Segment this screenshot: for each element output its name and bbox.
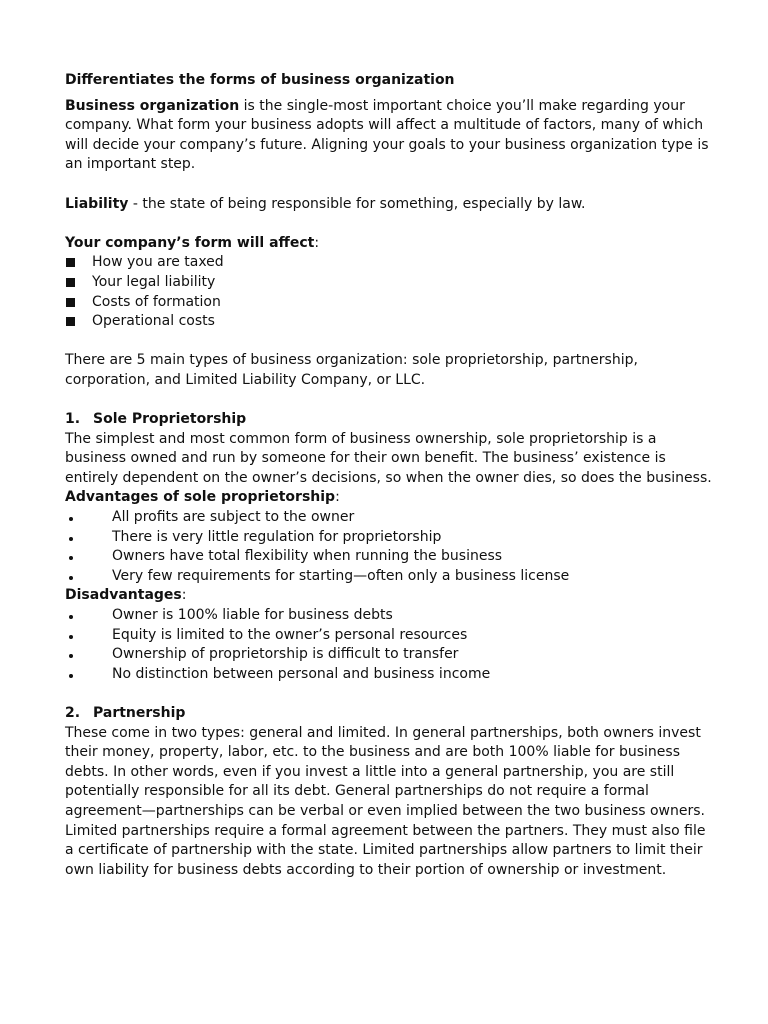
- list-item-text: Equity is limited to the owner’s personal resources: [112, 626, 468, 643]
- intro-text: is the single-most important choice you’ll make regarding your company. What form your business adopts will affect a multitude of factors, many of which will decide your company’s future. Aligning your goals to your business organization type is an important step.: [65, 97, 709, 173]
- types-paragraph: There are 5 main types of business organization: sole proprietorship, partnership, corporation, and Limited Liability Company, or LLC.: [65, 352, 638, 388]
- document-page: [65, 71, 715, 880]
- disadvantages-list: [65, 606, 715, 684]
- list-item-text: Costs of formation: [92, 293, 221, 310]
- disadvantages-colon: :: [181, 587, 187, 604]
- dot-bullet-icon: [69, 635, 73, 639]
- advantages-colon: :: [335, 489, 340, 506]
- affect-colon: :: [314, 234, 320, 251]
- list-item: [65, 253, 715, 273]
- advantages-title: [65, 488, 715, 508]
- affect-list: [65, 253, 715, 331]
- list-item: [65, 645, 715, 665]
- sole-paragraph: The simplest and most common form of business ownership, sole proprietorship is a business owned and run by someone for their own benefit. The business’ existence is entirely dependent on the owner’s decisions, so when the owner dies, so does the business.: [65, 430, 712, 486]
- intro-term: Business organization: [65, 97, 240, 114]
- list-item: [65, 528, 715, 548]
- list-item: [65, 293, 715, 313]
- disadvantages-title-text: Disadvantages: [65, 587, 182, 604]
- list-item-text: Very few requirements for starting—often only a business license: [112, 567, 570, 584]
- section-number: 2.: [65, 705, 81, 721]
- document-heading: Differentiates the forms of business organization: [65, 72, 455, 88]
- section-title-text: Partnership: [93, 705, 186, 721]
- affect-title-text: Your company’s form will affect: [65, 234, 315, 251]
- dot-bullet-icon: [69, 517, 73, 521]
- section-title-text: Sole Proprietorship: [93, 411, 247, 428]
- list-item-text: Your legal liability: [92, 273, 216, 290]
- list-item-text: Owner is 100% liable for business debts: [112, 607, 393, 624]
- affect-title: [65, 234, 715, 254]
- intro-paragraph: [65, 97, 715, 175]
- dot-bullet-icon: [69, 615, 73, 619]
- section-title-partnership: [65, 704, 715, 724]
- list-item: [65, 312, 715, 332]
- dot-bullet-icon: [69, 576, 73, 580]
- list-item-text: Operational costs: [92, 313, 215, 330]
- list-item: [65, 508, 715, 528]
- list-item-text: Ownership of proprietorship is difficult to transfer: [112, 646, 459, 663]
- liability-text: - the state of being responsible for something, especially by law.: [128, 195, 586, 212]
- list-item: [65, 273, 715, 293]
- disadvantages-title: [65, 586, 715, 606]
- list-item: [65, 567, 715, 587]
- section-number: 1.: [65, 411, 81, 428]
- square-bullet-icon: [66, 298, 75, 307]
- section-title-sole-proprietorship: [65, 410, 715, 430]
- advantages-title-text: Advantages of sole proprietorship: [65, 489, 336, 506]
- dot-bullet-icon: [69, 674, 73, 678]
- list-item-text: How you are taxed: [92, 254, 224, 271]
- advantages-list: [65, 508, 715, 586]
- partnership-paragraph-2: Limited partnerships require a formal agreement between the partners. They must also file a certificate of partnership with the state. Limited partnerships allow partners to limit their own liability for business debts according to their portion of ownership or investment.: [65, 822, 706, 878]
- dot-bullet-icon: [69, 556, 73, 560]
- list-item: [65, 606, 715, 626]
- square-bullet-icon: [66, 278, 75, 287]
- dot-bullet-icon: [69, 654, 73, 658]
- partnership-paragraph-1: These come in two types: general and limited. In general partnerships, both owners invest their money, property, labor, etc. to the business and are both 100% liable for business debts. In other words, even if you invest a little into a general partnership, you are still potentially responsible for all its debt. General partnerships do not require a formal agreement—partnerships can be verbal or even implied between the two business owners.: [65, 724, 705, 819]
- list-item-text: Owners have total flexibility when running the business: [112, 548, 503, 565]
- square-bullet-icon: [66, 317, 75, 326]
- dot-bullet-icon: [69, 537, 73, 541]
- square-bullet-icon: [66, 258, 75, 267]
- list-item-text: All profits are subject to the owner: [112, 509, 355, 526]
- liability-paragraph: [65, 195, 715, 215]
- list-item: [65, 626, 715, 646]
- list-item: [65, 665, 715, 685]
- liability-term: Liability: [65, 195, 129, 212]
- list-item-text: No distinction between personal and business income: [112, 665, 491, 682]
- list-item-text: There is very little regulation for proprietorship: [112, 528, 442, 545]
- list-item: [65, 547, 715, 567]
